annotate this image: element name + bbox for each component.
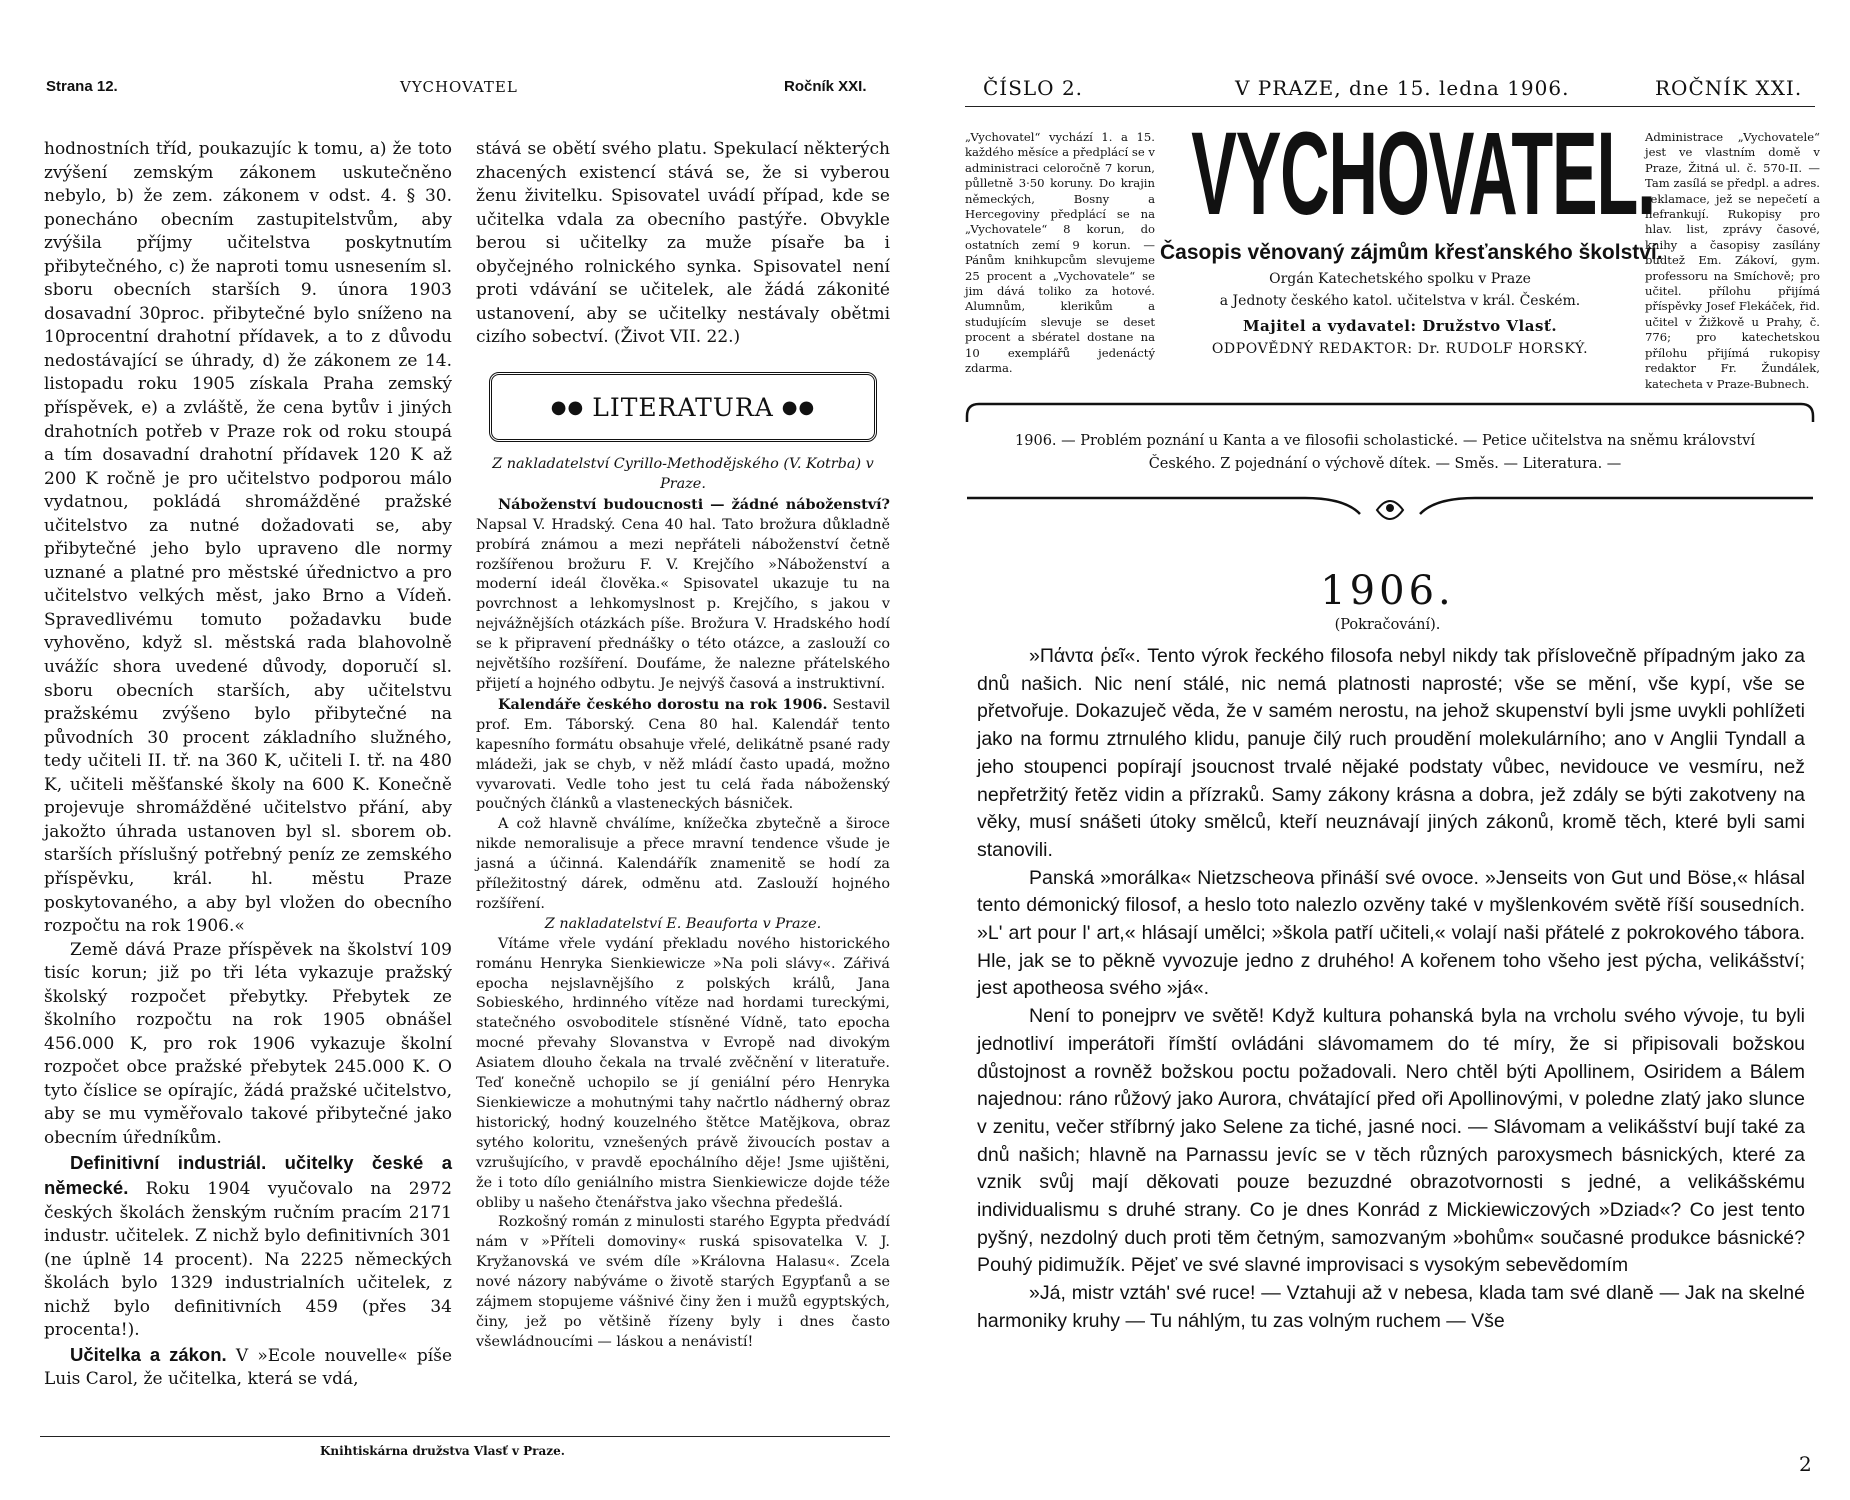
book-title: Kalendáře českého dorostu na rok 1906. xyxy=(498,695,828,713)
table-of-contents: 1906. — Problém poznání u Kanta a ve filosofii scholastické. — Petice učitelstva na sněmu království Českého. Z pojednání o výchově dítek. — Směs. — Literatura. — xyxy=(1015,433,1755,472)
volume-label: Ročník XXI. xyxy=(784,78,867,95)
paragraph: »Já, mistr vztáh' své ruce! — Vztahuji až v nebesa, klada tam své dlaně — Jak na skelné harmoniky kruhy — Tu náhlým, tu zas volným ruchem — Vše xyxy=(977,1282,1805,1332)
review-text: Napsal V. Hradský. Cena 40 hal. Tato brožura důkladně probírá známou a mezi nepřáteli náboženství četně rozšířenou brožuru F. V. Krejčího »Náboženství a moderní ideál člověka.« Spisovatel ukazuje tu na povrchnost a lehkomyslnost p. Krejčího, s jakou v nejvážnějších otázkách píše. Brožura V. Hradského hodí se k připravení přednášky o této otázce, a zaslouží co největšího rozšíření. Doufáme, že nalezne přátelského přijetí a hojného odbytu. Je nejvýš časová a instruktivní. xyxy=(476,516,890,692)
book-title: Náboženství budoucnosti — žádné náboženství? xyxy=(498,495,890,513)
book-review xyxy=(476,495,890,695)
owner-line: Majitel a vydavatel: Družstvo Vlasť. xyxy=(1242,317,1558,335)
ornament-icon: ●● xyxy=(550,396,585,418)
book-review xyxy=(476,695,890,815)
article-title: 1906. xyxy=(1320,568,1455,614)
publisher-line: Z nakladatelství Cyrillo-Methodějského (V. Kotrba) v Praze. xyxy=(492,456,874,492)
review-text: Rozkošný román z minulosti starého Egypta předvádí nám v »Příteli domoviny« ruská spisovatelka V. J. Kryžanovská ve svém díle »Královna Halasu«. Zcela nové názory nabýváme o životě starých Egypťanů a se zájmem stopujeme vášnivé činy žen i mužů egyptských, činy, jež po většině řízeny byly i dnes často všewládnoucími — láskou a nenávistí! xyxy=(476,1214,890,1350)
administration-info: Administrace „Vychovatele“ jest ve vlastním domě v Praze, Žitná ul. č. 570-II. — Tam zasílá se předpl. a adres. reklamace, jež se nepečetí a nefrankují. Rukopisy pro hlav. list, zprávy časové, knihy a časopisy zasílány budtež Em. Zákoví, gym. professoru na Smíchově; pro učitel. přílohu přijímá příspěvky Josef Flekáček, řid. učitel v Žižkově u Prahy, č. 776; pro katechetskou přílohu přijímá rukopisy redaktor Fr. Žundálek, katecheta v Praze-Bubnech. xyxy=(1645,130,1820,391)
issue-number: ČÍSLO 2. xyxy=(983,76,1084,100)
paragraph: Není to ponejprv ve světě! Když kultura pohanská byla na vrcholu svého vývoje, tu byli jednotliví imperátoři římští ovládáni slávomamem do té míry, že si připisovali božskou důstojnost a rovněž božskou poctu požadovali. Nero chtěl býti Apollinem, Osiridem a Bálem najednou: ráno růžový jako Aurora, chvátající před oři Apollinovými, v poledne zlatý jako slunce v zenitu, večer stříbrný jako Selene za tiché, jasné noci. — Slávomam a velikášství bují také za dnů našich; hlavně na Parnassu jevíc se v těch různých paroxysmech básnických, které za vznik svůj mají děkovati pouze bezuzdné obrazotvornosti s jedné, a velikášskému individualismu s druhé strany. Co je dnes Konrád z Mickiewiczových »Dziad«? Co jest tento pyšný, nezdolný duch proti těm četným, samozvaným »bohům« současné produkce básnické? Pouhý pidimužík. Pějeť ve své slavné improvisaci s vysokým sebevědomím xyxy=(977,1005,1805,1277)
subscription-info: „Vychovatel“ vychází 1. a 15. každého měsíce a předplácí se v administraci celoročně 7 korun, půlletně 3·50 koruny. Do krajin německých, Bosny a Hercegoviny předplácí se na „Vychovatele“ 8 korun, do ostatních zemí 9 korun. — Pánům knihkupcům slevujeme 25 procent a „Vychovatele“ se jim dává toliko za hotové. Alumnům, klerikům a studujícím slevuje se deset procent a sbératel dostane na 10 exemplářů jedenáctý zdarma. xyxy=(965,130,1155,376)
journal-subtitle: Časopis věnovaný zájmům křesťanského školství. xyxy=(1160,241,1663,264)
ornament-icon: ●● xyxy=(781,396,816,418)
literatura-section xyxy=(476,455,890,1353)
left-column xyxy=(44,138,452,1392)
section-heading: Učitelka a zákon. xyxy=(70,1343,227,1365)
editor-line: ODPOVĚDNÝ REDAKTOR: Dr. RUDOLF HORSKÝ. xyxy=(1211,341,1589,357)
paragraph xyxy=(44,1343,452,1392)
issue-date: V PRAZE, dne 15. ledna 1906. xyxy=(1235,76,1570,100)
paragraph: Panská »morálka« Nietzscheova přináší své ovoce. »Jenseits von Gut und Böse,« hlásal tento démonický filosof, a heslo toto nalezlo ozvěny také v myšlenkovém světě říší sousedních. »L' art pour l' art,« hlásají umělci; »škola patří učiteli,« volají naši přátelé z pokrokového tábora. Hle, jak se to pěkně vyvozuje jedno z druhého! A kořenem toho všeho jest pýcha, velikášství; jest apotheosa svého »já«. xyxy=(977,866,1805,1000)
literatura-title: LITERATURA xyxy=(592,392,774,422)
article-body xyxy=(977,643,1805,1336)
paragraph-text: Roku 1904 vyučovalo na 2972 českých školách ženským ručním pracím 2171 industr. učitelek. Z nichž bylo definitivních 301 (ne úplně 14 procent). Na 2225 německých školách bylo 1329 industrialních učitelek, z nichž bylo definitivních 459 (přes 34 procenta!). xyxy=(44,1179,452,1341)
printer-footer: Knihtiskárna družstva Vlasť v Praze. xyxy=(320,1444,565,1458)
journal-title: VYCHOVATEL. xyxy=(1191,108,1656,240)
page-number: 2 xyxy=(1799,1452,1812,1476)
right-page xyxy=(925,0,1850,1500)
paragraph: hodnostních tříd, poukazujíc k tomu, a) že toto zvýšení zemským zákonem uskutečněno nebylo, b) že zem. zákonem v odst. 4. § 30. ponecháno obecním zastupitelstvům, aby zvýšila příjmy učitelstva poskytnutím přibytečného, c) že naproti tomu usnesením sl. sboru obecních starších 9. února 1903 dosavadní 30proc. přibytečné bylo sníženo na 10procentní drahotní přídavek, a to z důvodu nedostávající se úhrady, d) že zákonem ze 14. listopadu roku 1905 získala Praha zemský příspěvek, e) a zvláště, že cena bytův i jiných drahotních potřeb v Praze rok od roku stoupá a tím dosavadní drahotní přídavek 120 K až 200 K ročně je pro učitelstvo podporou málo vydatnou, pokládá shromážděné pražské učitelstvo za nutné dožadovati se, aby přibytečné jeho bylo upraveno dle normy uznané a platné pro městské úřednictvo a pro učitelstvo velkých měst, jako Brno a Vídeň. Spravedlivému tomuto požadavku bude vyhověno, když sl. městská rada blahovolně uvážíc shora uvedené důvody, doporučí sl. sboru obecních starších, aby učitelstvu pražskému zvýšeno bylo přibytečné na původních 30 procent základního služného, tedy učiteli II. tř. na 360 K, učiteli I. tř. na 480 K, učiteli měšťanské školy na 600 K. Konečně projevuje shromážděné učitelstvo přání, aby jakožto úhrada ustanoven byl sl. sborem ob. starších příslušný potřebný peníz ze zemského příspěvku, král. hl. městu Praze poskytovaného, a aby byl vložen do obecního rozpočtu na rok 1906.« xyxy=(44,139,452,937)
volume-label: ROČNÍK XXI. xyxy=(1655,76,1803,100)
review-text: Vítáme vřele vydání překladu nového historického románu Henryka Sienkiewicze »Na poli slávy«. Zářivá epocha nejslavnějšího z polských králů, Jana Sobieského, hrdinného vítěze nad hordami tureckými, statečného osvoboditele stísněné Vídně, tato epocha mocné převahy Slovanstva v Evropě nad divokým Asiatem dlouho čekala na trvalé zvěčnění v literatuře. Teď konečně uchopilo se jí geniální péro Henryka Sienkiewicze a mohutnými tahy načrtlo nádherný obraz historický, hodný kouzelného štětce Matějkova, obraz sytého koloritu, vznešených právě živoucích postav a vzrušujícího, v pravdě epochálního děje! Jsme ujištěni, že i toto dílo geniálního mistra Sienkiewicze dojde téže obliby u našeho čtenářstva jako všechna předešlá. xyxy=(476,935,890,1211)
paragraph: »Πάντα ῥεῖ«. Tento výrok řeckého filosofa nebyl nikdy tak příslovečně případným jako za dnů našich. Nic není stálé, nic nemá platnosti naprosté; vše se mění, vše kypí, vše se přetvořuje. Dokazuječ věda, že v samém nerostu, na jehož skupenství byli jsme uvykli pohlížeti jako na formu ztrnulého klidu, panuje čilý ruch proudění molekulárního; ano v Anglii Tyndall a jeho stoupenci popírají jsoucnost trvalé nějaké podstaty vůbec, nevidouce ve vesmíru, než nepřetržitý řetěz vidin a přízraků. Samy zákony krásna a dobra, jež zdály se býti zakotveny na věky, musí snášeti útoky smělců, kteří neuznávají jiných zákonů, kromě těch, které byli sami stanovili. xyxy=(977,645,1805,861)
paragraph-text: V »Ecole nouvelle« píše Luis Carol, že učitelka, která se vdá, xyxy=(44,1345,452,1390)
literatura-banner xyxy=(489,372,877,442)
review-text: A což hlavně chválíme, knížečka zbytečně a široce nikde nemoralisuje a přece mravní tendence všude je jasná a účinná. Kalendářík znamenitě se hodí za příležitostný dárek, odměnu atd. Zaslouží hojného rozšíření. xyxy=(476,816,890,912)
paragraph: stává se obětí svého platu. Spekulací některých zhacených existencí stává se, že si vyberou ženu živitelku. Spisovatel uvádí případ, kde se učitelka vdala za obecního pastýře. Obvykle berou si učitelky za muže písaře ba i obyčejného rolnického synka. Spisovatel není proti vdávání se učitelek, ale žádá zákonité ustanovení, aby se učitelky nestávaly obětmi cizího sobectví. (Život VII. 22.) xyxy=(476,139,890,348)
masthead xyxy=(1160,108,1663,357)
right-column xyxy=(476,138,890,350)
article-subtitle: (Pokračování). xyxy=(1334,617,1441,633)
union-line: a Jednoty českého katol. učitelstva v král. Českém. xyxy=(1219,293,1581,309)
publisher-line: Z nakladatelství E. Beauforta v Praze. xyxy=(544,915,822,932)
review-text: Sestavil prof. Em. Táborský. Cena 80 hal. Kalendář tento kapesního formátu obsahuje vřelé, delikátně psané rady mládeži, jak se chyb, v něž mládí často upadá, možno vyvarovati. Vedle toho jest tu celá řada náboženský poučných článků a vlasteneckých básniček. xyxy=(476,696,890,813)
section-heading: Definitivní industriál. učitelky české a německé. xyxy=(44,1151,452,1199)
organ-line: Orgán Katechetského spolku v Praze xyxy=(1269,271,1531,287)
footer-rule xyxy=(40,1436,890,1437)
running-title: VYCHOVATEL xyxy=(400,78,518,96)
paragraph: Země dává Praze příspěvek na školství 109 tisíc korun; již po tři léta vykazuje pražský školský rozpočet přebytky. Přebytek ze školního rozpočtu na rok 1905 obnášel 456.000 K, pro rok 1906 vykazuje školní rozpočet obce pražské přebytek 245.000 K. O tyto číslice se opírajíc, žádá pražské učitelstvo, aby se mu vyměřovalo takové přibytečné jako obecním úředníkům. xyxy=(44,939,452,1148)
page-label: Strana 12. xyxy=(46,78,118,95)
paragraph xyxy=(44,1151,452,1343)
header-rule xyxy=(965,106,1815,107)
